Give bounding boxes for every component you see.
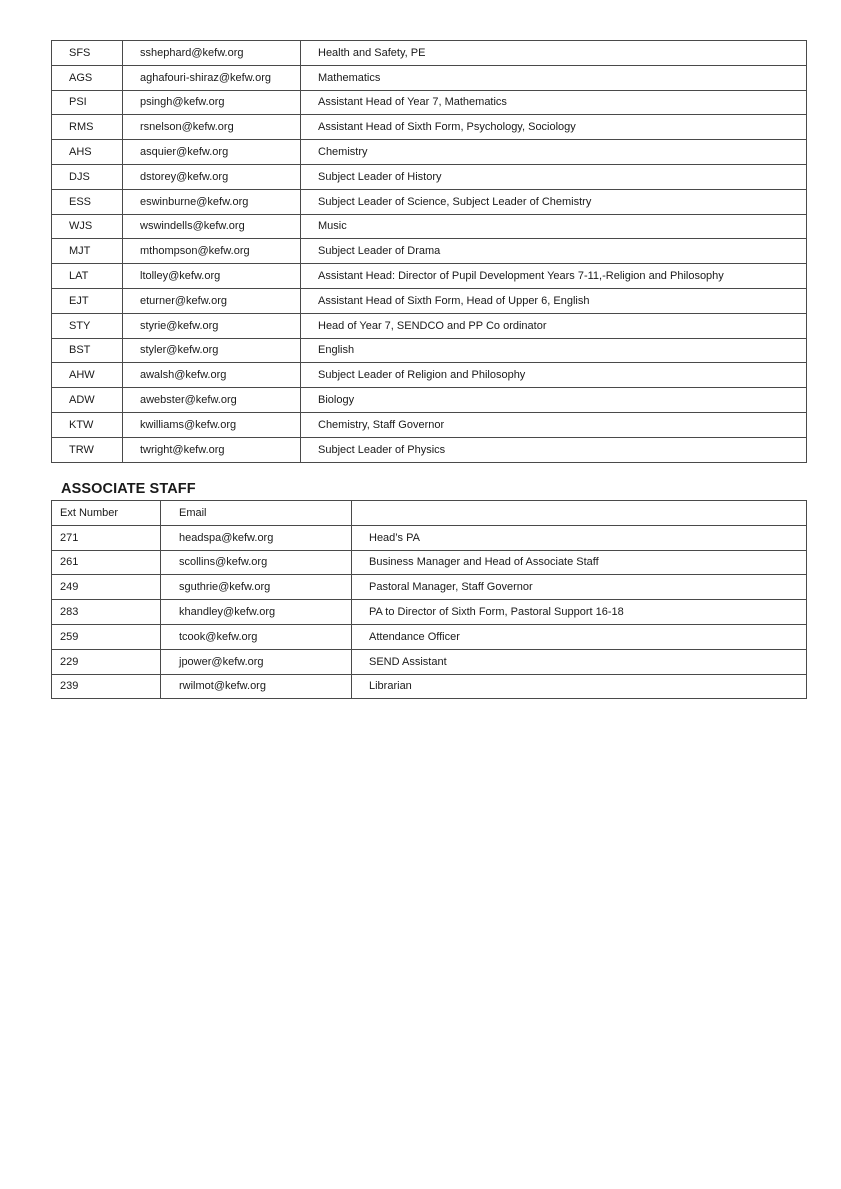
table-row xyxy=(52,575,807,600)
staff-role: Head’s PA xyxy=(352,525,807,550)
table-row xyxy=(52,288,807,313)
staff-ext: 259 xyxy=(52,624,161,649)
table-row xyxy=(52,140,807,165)
staff-code: AGS xyxy=(52,65,123,90)
table-row xyxy=(52,313,807,338)
staff-email: mthompson@kefw.org xyxy=(123,239,301,264)
staff-email: kwilliams@kefw.org xyxy=(123,412,301,437)
staff-role: English xyxy=(301,338,807,363)
header-email: Email xyxy=(161,501,352,526)
staff-email: rwilmot@kefw.org xyxy=(161,674,352,699)
staff-role: Chemistry xyxy=(301,140,807,165)
staff-email: sshephard@kefw.org xyxy=(123,41,301,66)
staff-email: psingh@kefw.org xyxy=(123,90,301,115)
table-row xyxy=(52,624,807,649)
staff-email: rsnelson@kefw.org xyxy=(123,115,301,140)
staff-email: headspa@kefw.org xyxy=(161,525,352,550)
staff-code: DJS xyxy=(52,164,123,189)
staff-email: sguthrie@kefw.org xyxy=(161,575,352,600)
staff-role: SEND Assistant xyxy=(352,649,807,674)
staff-ext: 239 xyxy=(52,674,161,699)
staff-role: Subject Leader of Drama xyxy=(301,239,807,264)
staff-ext: 249 xyxy=(52,575,161,600)
table-row xyxy=(52,264,807,289)
staff-role: Attendance Officer xyxy=(352,624,807,649)
staff-code: ADW xyxy=(52,388,123,413)
table-row xyxy=(52,115,807,140)
staff-role: Assistant Head of Sixth Form, Head of Upper 6, English xyxy=(301,288,807,313)
staff-role: Chemistry, Staff Governor xyxy=(301,412,807,437)
staff-code: AHW xyxy=(52,363,123,388)
staff-email: tcook@kefw.org xyxy=(161,624,352,649)
table-header-row xyxy=(52,501,807,526)
table-row xyxy=(52,164,807,189)
staff-role: PA to Director of Sixth Form, Pastoral Support 16-18 xyxy=(352,600,807,625)
staff-ext: 261 xyxy=(52,550,161,575)
table-row xyxy=(52,338,807,363)
staff-role: Subject Leader of History xyxy=(301,164,807,189)
staff-code: SFS xyxy=(52,41,123,66)
staff-email: aghafouri-shiraz@kefw.org xyxy=(123,65,301,90)
staff-email: wswindells@kefw.org xyxy=(123,214,301,239)
table-row xyxy=(52,600,807,625)
staff-code: LAT xyxy=(52,264,123,289)
staff-role: Pastoral Manager, Staff Governor xyxy=(352,575,807,600)
table-row xyxy=(52,674,807,699)
staff-code: STY xyxy=(52,313,123,338)
staff-role: Assistant Head of Year 7, Mathematics xyxy=(301,90,807,115)
table-row xyxy=(52,550,807,575)
staff-code: TRW xyxy=(52,437,123,462)
staff-email: khandley@kefw.org xyxy=(161,600,352,625)
header-ext-number: Ext Number xyxy=(52,501,161,526)
staff-role: Biology xyxy=(301,388,807,413)
staff-email: jpower@kefw.org xyxy=(161,649,352,674)
staff-code: BST xyxy=(52,338,123,363)
staff-code: EJT xyxy=(52,288,123,313)
staff-code: WJS xyxy=(52,214,123,239)
staff-role: Mathematics xyxy=(301,65,807,90)
staff-code: PSI xyxy=(52,90,123,115)
staff-email: eturner@kefw.org xyxy=(123,288,301,313)
staff-ext: 283 xyxy=(52,600,161,625)
staff-role: Health and Safety, PE xyxy=(301,41,807,66)
table-row xyxy=(52,363,807,388)
table-row xyxy=(52,65,807,90)
staff-role: Subject Leader of Religion and Philosophy xyxy=(301,363,807,388)
staff-role: Assistant Head of Sixth Form, Psychology, Sociology xyxy=(301,115,807,140)
table-row xyxy=(52,388,807,413)
staff-email: awalsh@kefw.org xyxy=(123,363,301,388)
staff-email: eswinburne@kefw.org xyxy=(123,189,301,214)
table-row xyxy=(52,649,807,674)
staff-email: asquier@kefw.org xyxy=(123,140,301,165)
staff-role: Assistant Head: Director of Pupil Development Years 7-11,-Religion and Philosophy xyxy=(301,264,807,289)
staff-email: dstorey@kefw.org xyxy=(123,164,301,189)
staff-email: scollins@kefw.org xyxy=(161,550,352,575)
staff-code: MJT xyxy=(52,239,123,264)
associate-staff-heading: ASSOCIATE STAFF xyxy=(61,481,196,497)
table-row xyxy=(52,189,807,214)
staff-role: Business Manager and Head of Associate Staff xyxy=(352,550,807,575)
table-row xyxy=(52,214,807,239)
teaching-staff-table xyxy=(51,40,807,463)
staff-role: Subject Leader of Science, Subject Leader of Chemistry xyxy=(301,189,807,214)
staff-email: styler@kefw.org xyxy=(123,338,301,363)
header-role xyxy=(352,501,807,526)
staff-code: RMS xyxy=(52,115,123,140)
staff-email: twright@kefw.org xyxy=(123,437,301,462)
staff-ext: 229 xyxy=(52,649,161,674)
table-row xyxy=(52,525,807,550)
table-row xyxy=(52,41,807,66)
staff-code: ESS xyxy=(52,189,123,214)
staff-role: Librarian xyxy=(352,674,807,699)
table-row xyxy=(52,239,807,264)
staff-role: Music xyxy=(301,214,807,239)
staff-email: styrie@kefw.org xyxy=(123,313,301,338)
table-row xyxy=(52,90,807,115)
associate-staff-table xyxy=(51,500,807,699)
staff-email: awebster@kefw.org xyxy=(123,388,301,413)
staff-role: Subject Leader of Physics xyxy=(301,437,807,462)
staff-email: ltolley@kefw.org xyxy=(123,264,301,289)
table-row xyxy=(52,437,807,462)
staff-ext: 271 xyxy=(52,525,161,550)
table-row xyxy=(52,412,807,437)
staff-role: Head of Year 7, SENDCO and PP Co ordinator xyxy=(301,313,807,338)
staff-code: KTW xyxy=(52,412,123,437)
staff-code: AHS xyxy=(52,140,123,165)
